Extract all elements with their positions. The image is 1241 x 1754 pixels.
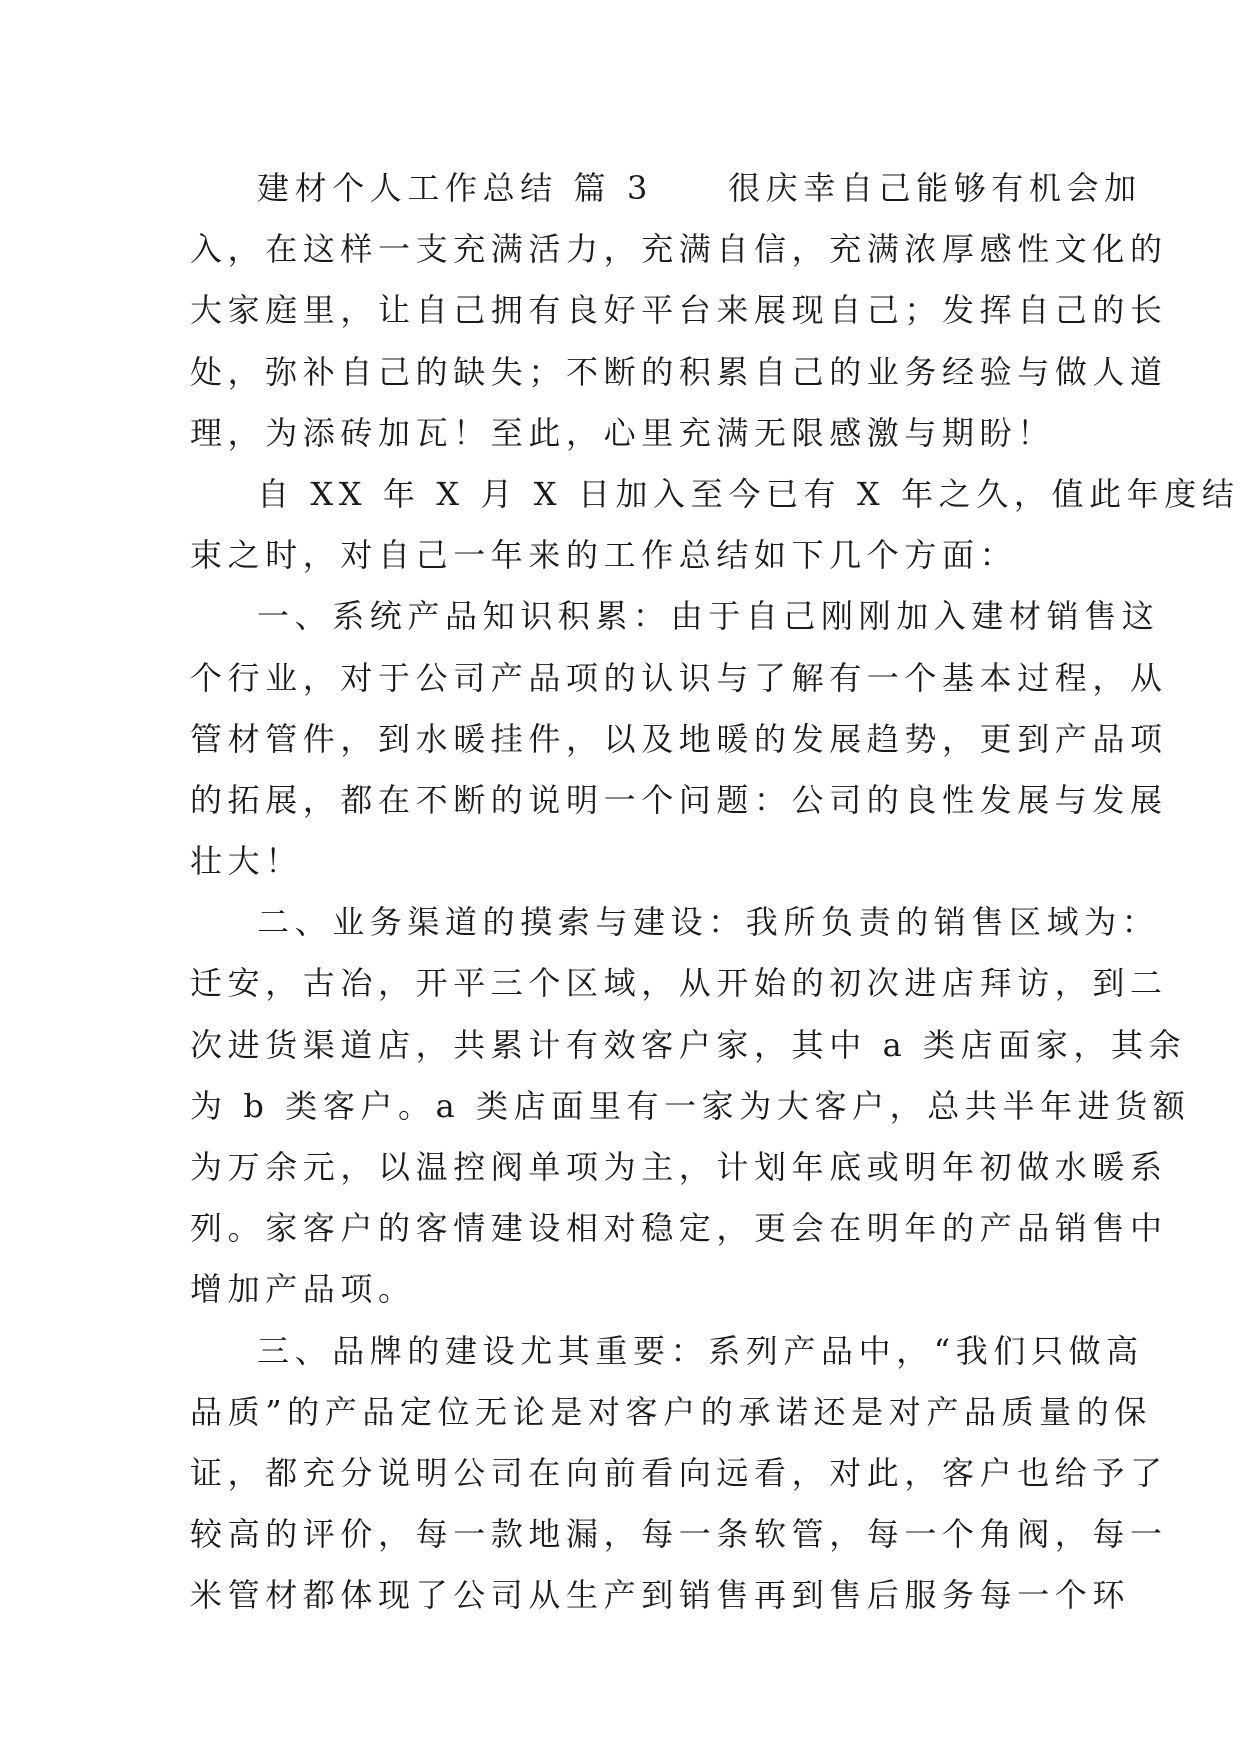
text-line: 束之时，对自己一年来的工作总结如下几个方面： — [190, 536, 1018, 575]
text-line: 迁安，古冶，开平三个区域，从开始的初次进店拜访，到二 — [190, 964, 1168, 1003]
text-line: 二、业务渠道的摸索与建设：我所负责的销售区域为： — [257, 903, 1160, 942]
text-line: 入，在这样一支充满活力，充满自信，充满浓厚感性文化的 — [190, 230, 1168, 269]
text-line: 自 XX 年 X 月 X 日加入至今已有 X 年之久，值此年度结 — [257, 474, 1240, 513]
document-body — [190, 158, 1240, 1627]
text-line: 品质”的产品定位无论是对客户的承诺还是对产品质量的保 — [190, 1392, 1152, 1431]
text-line: 证，都充分说明公司在向前看向远看，对此，客户也给予了 — [190, 1453, 1168, 1492]
text-line: 为 b 类客户。a 类店面里有一家为大客户，总共半年进货额 — [190, 1086, 1191, 1125]
text-line: 处，弥补自己的缺失；不断的积累自己的业务经验与做人道 — [190, 352, 1168, 391]
text-line: 次进货渠道店，共累计有效客户家，其中 a 类店面家，其余 — [190, 1025, 1187, 1064]
text-line: 增加产品项。 — [190, 1270, 416, 1309]
text-line: 大家庭里，让自己拥有良好平台来展现自己；发挥自己的长 — [190, 291, 1168, 330]
text-line: 为万余元，以温控阀单项为主，计划年底或明年初做水暖系 — [190, 1148, 1168, 1186]
text-line: 米管材都体现了公司从生产到销售再到售后服务每一个环 — [190, 1576, 1131, 1615]
text-line: 一、系统产品知识积累：由于自己刚刚加入建材销售这 — [257, 597, 1160, 636]
text-line: 管材管件，到水暖挂件，以及地暖的发展趋势，更到产品项 — [190, 719, 1168, 758]
text-line: 个行业，对于公司产品项的认识与了解有一个基本过程，从 — [190, 658, 1168, 697]
text-line: 三、品牌的建设尤其重要：系列产品中，“我们只做高 — [257, 1331, 1144, 1370]
text-line: 壮大！ — [190, 842, 303, 881]
text-line: 理，为添砖加瓦！至此，心里充满无限感激与期盼！ — [190, 413, 1055, 452]
text-line: 较高的评价，每一款地漏，每一条软管，每一个角阀，每一 — [190, 1515, 1168, 1554]
text-line: 建材个人工作总结 篇 3 很庆幸自己能够有机会加 — [257, 169, 1142, 207]
text-line: 列。家客户的客情建设相对稳定，更会在明年的产品销售中 — [190, 1209, 1168, 1248]
text-line: 的拓展，都在不断的说明一个问题：公司的良性发展与发展 — [190, 780, 1168, 819]
